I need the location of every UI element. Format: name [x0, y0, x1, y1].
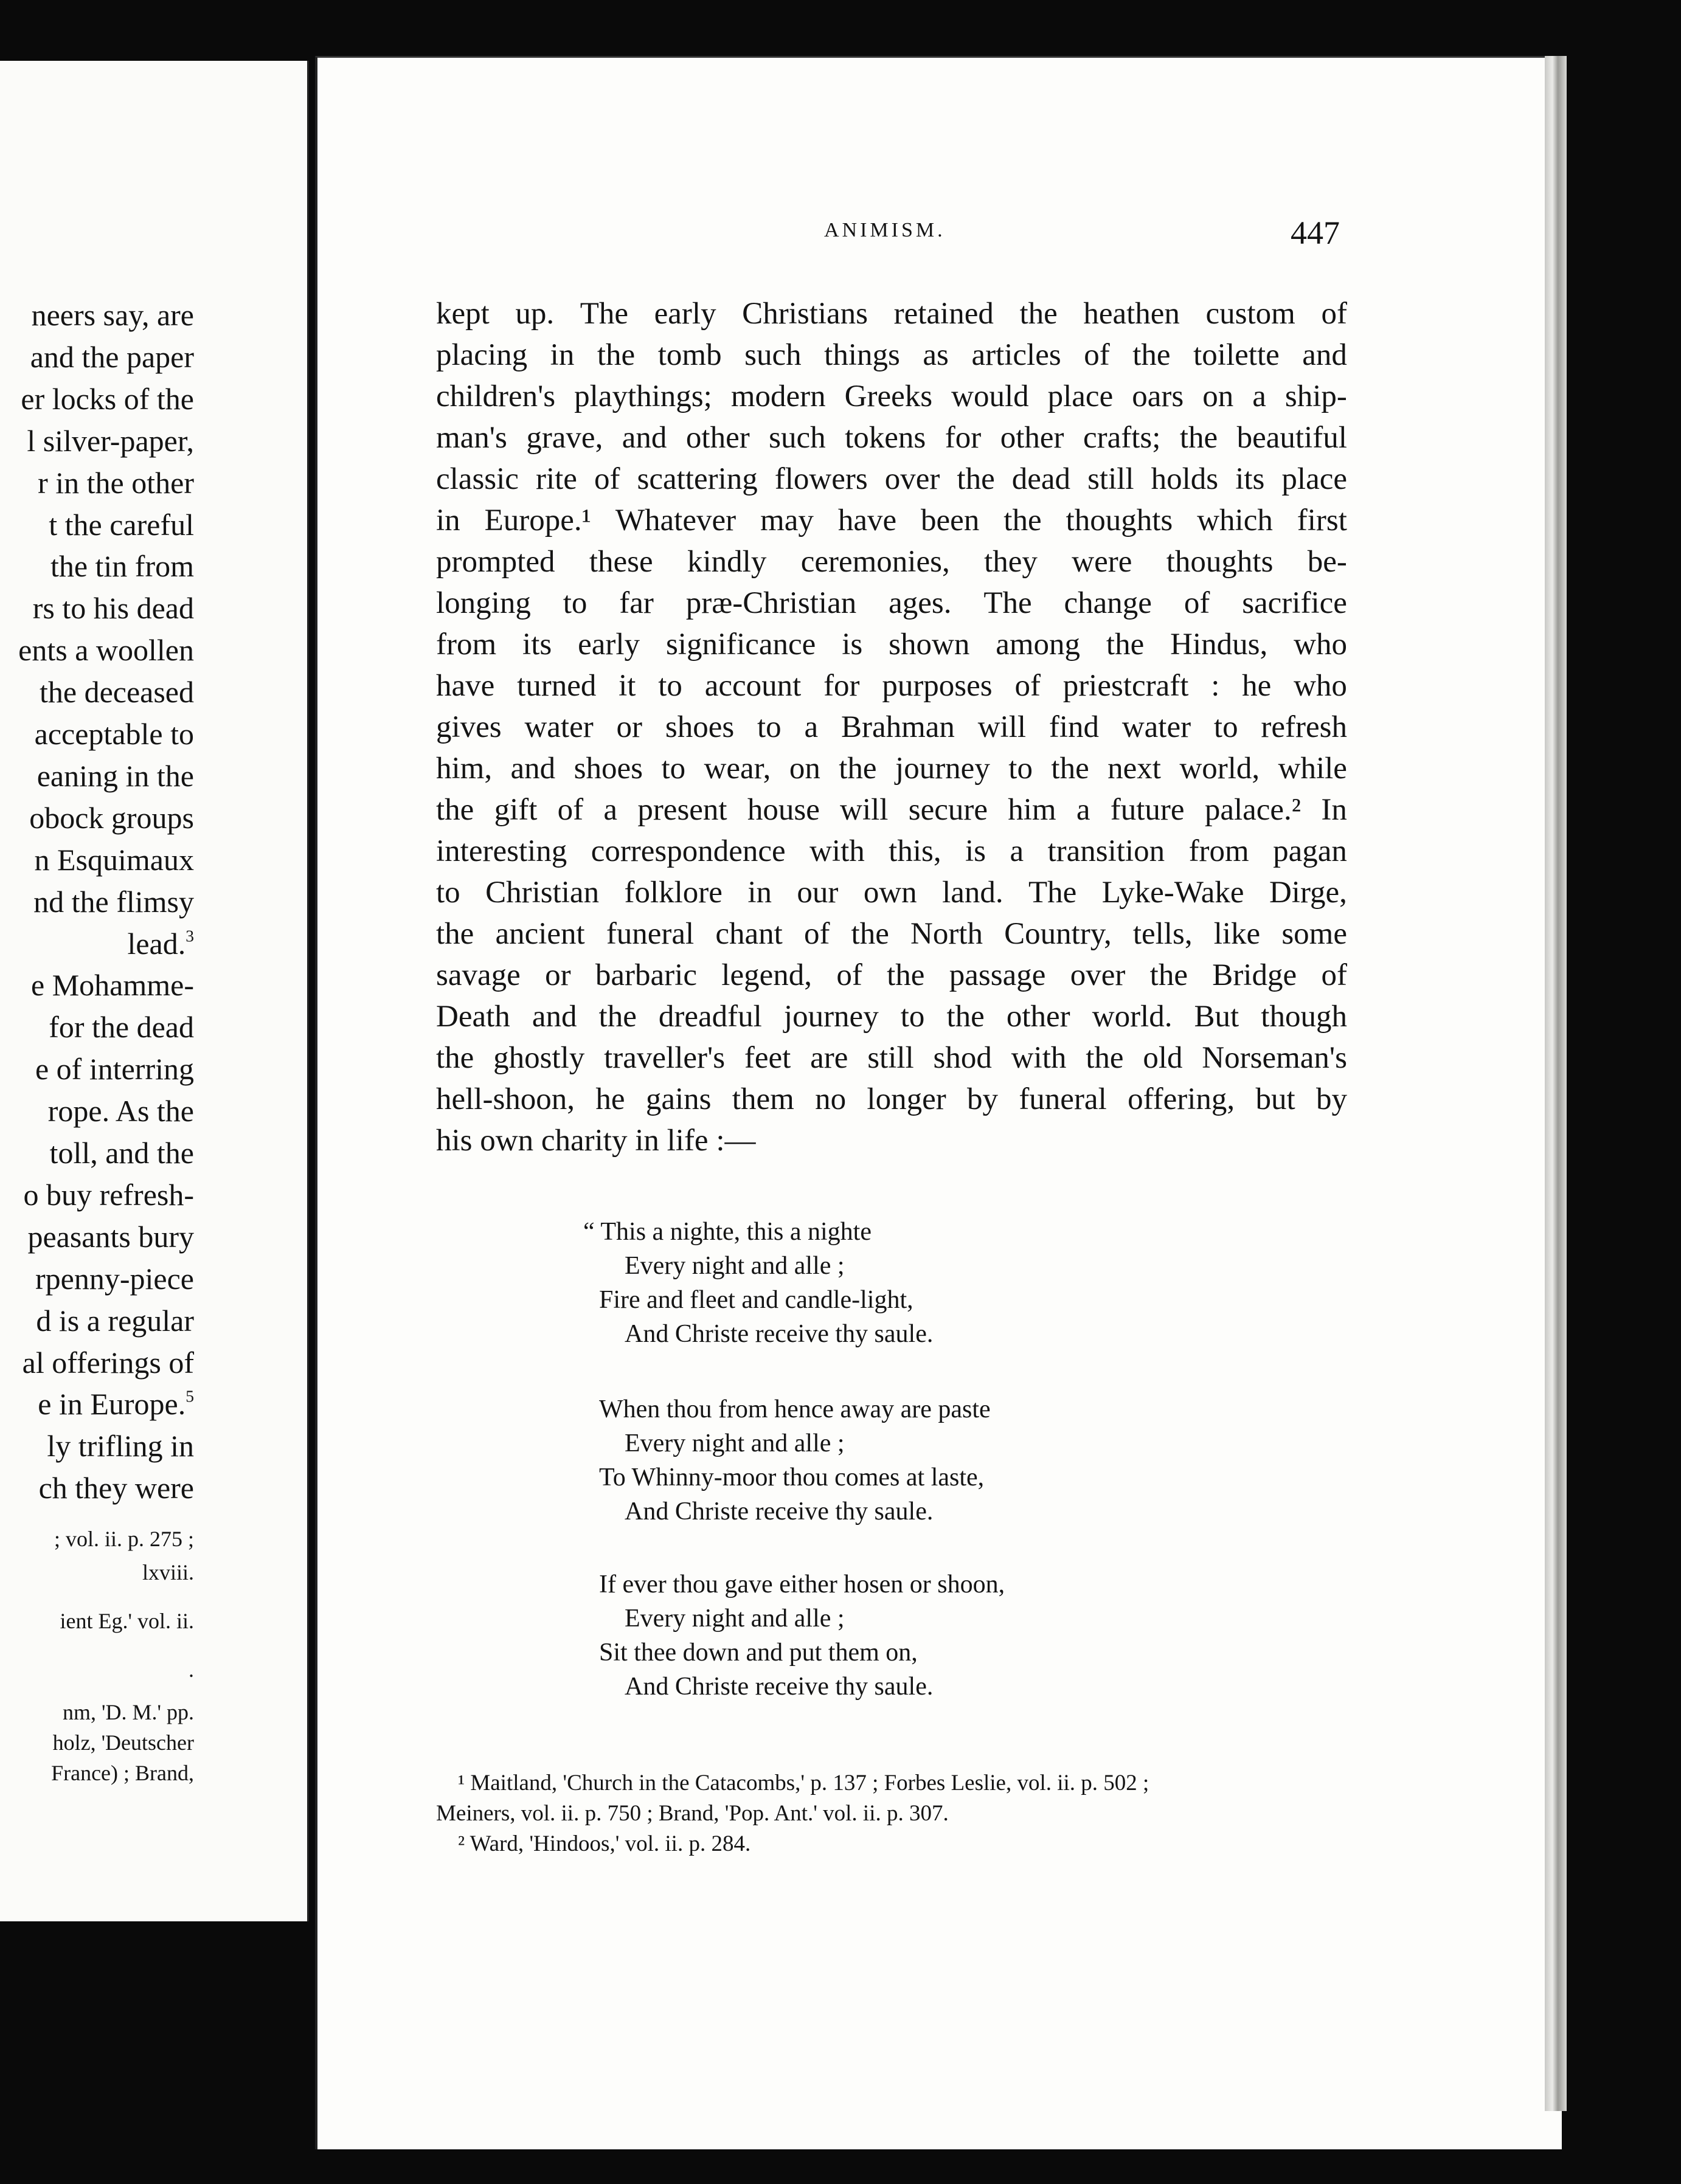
body-line: from its early significance is shown among the Hindus, who: [436, 627, 1347, 662]
body-line: savage or barbaric legend, of the passage over the Bridge of: [436, 958, 1347, 992]
left-page-line: the tin from: [50, 549, 194, 584]
left-page-line: er locks of the: [21, 381, 194, 416]
verse-stanza-3: [599, 1567, 1005, 1704]
left-page-line: rs to his dead: [32, 591, 194, 626]
left-page-line: peasants bury: [27, 1219, 194, 1254]
running-head: ANIMISM.: [824, 219, 946, 241]
body-line: his own charity in life :—: [436, 1124, 756, 1158]
left-page-line: l silver-paper,: [27, 423, 194, 458]
left-page-line: and the paper: [30, 339, 194, 374]
left-page-line: ch they were: [38, 1471, 194, 1505]
body-line: have turned it to account for purposes of priestcraft : he who: [436, 669, 1347, 703]
left-page-line: al offerings of: [22, 1345, 194, 1380]
left-page-line: n Esquimaux: [34, 842, 194, 877]
left-page-line: ly trifling in: [47, 1429, 194, 1463]
verse-line: And Christe receive thy saule.: [625, 1673, 934, 1701]
left-page-footnote: .: [189, 1657, 194, 1682]
body-line: kept up. The early Christians retained the heathen custom of: [436, 297, 1347, 331]
footnote: Meiners, vol. ii. p. 750 ; Brand, 'Pop. Ant.' vol. ii. p. 307.: [436, 1801, 949, 1826]
left-page-line: nd the flimsy: [33, 884, 194, 919]
left-page-footnote: nm, 'D. M.' pp.: [63, 1700, 194, 1724]
left-page-line: toll, and the: [49, 1136, 194, 1170]
verse-line: Fire and fleet and candle-light,: [599, 1286, 913, 1314]
left-page-line: acceptable to: [34, 717, 194, 751]
left-page-line: neers say, are: [31, 298, 194, 332]
body-line: the ghostly traveller's feet are still shod with the old Norseman's: [436, 1041, 1347, 1075]
verse-line: Sit thee down and put them on,: [599, 1639, 918, 1667]
left-page-footnote: ; vol. ii. p. 275 ;: [54, 1527, 194, 1551]
left-page-footnote: ient Eg.' vol. ii.: [60, 1609, 194, 1633]
body-line: prompted these kindly ceremonies, they were thoughts be-: [436, 545, 1347, 579]
left-page-line: rope. As the: [47, 1094, 194, 1128]
left-page-line: t the careful: [49, 507, 194, 542]
body-line: the gift of a present house will secure him a future palace.² In: [436, 793, 1347, 827]
left-page-line: the deceased: [39, 675, 194, 710]
page-edge: [1545, 56, 1567, 2111]
body-line: interesting correspondence with this, is a transition from pagan: [436, 834, 1347, 868]
body-line: placing in the tomb such things as articles of the toilette and: [436, 338, 1347, 372]
body-line: children's playthings; modern Greeks would place oars on a ship-: [436, 379, 1347, 413]
left-page-line: o buy refresh-: [23, 1177, 194, 1212]
verse-line: When thou from hence away are paste: [599, 1395, 991, 1423]
verse-line: Every night and alle ;: [625, 1429, 845, 1457]
body-line: the ancient funeral chant of the North Country, tells, like some: [436, 917, 1347, 951]
footnote: ¹ Maitland, 'Church in the Catacombs,' p. 137 ; Forbes Leslie, vol. ii. p. 502 ;: [458, 1771, 1149, 1795]
verse-line: And Christe receive thy saule.: [625, 1498, 934, 1526]
body-line: classic rite of scattering flowers over the dead still holds its place: [436, 462, 1347, 496]
body-line: man's grave, and other such tokens for other crafts; the beautiful: [436, 421, 1347, 455]
left-page-line: obock groups: [29, 800, 194, 835]
left-page-line: for the dead: [49, 1010, 194, 1045]
left-page-footnote: holz, 'Deutscher: [52, 1730, 194, 1755]
footnotes: [436, 1768, 1347, 1859]
body-line: in Europe.¹ Whatever may have been the thoughts which first: [436, 503, 1347, 537]
verse-line: “ This a nighte, this a nighte: [583, 1218, 872, 1246]
body-line: longing to far præ-Christian ages. The change of sacrifice: [436, 586, 1347, 620]
page-number: 447: [1291, 215, 1340, 251]
body-text: [436, 293, 1347, 1161]
verse-line: And Christe receive thy saule.: [625, 1320, 934, 1348]
body-line: gives water or shoes to a Brahman will find water to refresh: [436, 710, 1347, 744]
left-page-footnote: lxviii.: [142, 1560, 194, 1584]
left-page-footnote: France) ; Brand,: [51, 1761, 194, 1785]
verse-stanza-2: [599, 1392, 991, 1529]
body-line: to Christian folklore in our own land. The Lyke-Wake Dirge,: [436, 876, 1347, 910]
left-page-line: eaning in the: [36, 758, 194, 793]
left-page-line: ents a woollen: [18, 633, 194, 668]
left-page-line: e in Europe.$^5$: [38, 1386, 194, 1422]
body-line: Death and the dreadful journey to the other world. But though: [436, 1000, 1347, 1034]
verse-line: Every night and alle ;: [625, 1252, 845, 1280]
left-page-line: r in the other: [38, 465, 194, 500]
verse-line: Every night and alle ;: [625, 1605, 845, 1633]
left-page-line: rpenny-piece: [35, 1261, 194, 1296]
left-page-line: e of interring: [35, 1052, 194, 1087]
verse-stanza-1: [583, 1215, 934, 1351]
body-line: him, and shoes to wear, on the journey to the next world, while: [436, 752, 1347, 786]
footnote: ² Ward, 'Hindoos,' vol. ii. p. 284.: [458, 1831, 751, 1856]
body-line: hell-shoon, he gains them no longer by funeral offering, but by: [436, 1082, 1347, 1116]
left-page-line: d is a regular: [36, 1303, 194, 1338]
verse-line: To Whinny-moor thou comes at laste,: [599, 1463, 985, 1491]
verse-line: If ever thou gave either hosen or shoon,: [599, 1571, 1005, 1598]
left-page-line: lead.$^3$: [127, 925, 194, 961]
left-facing-page: [0, 61, 309, 1921]
left-page-line: e Mohamme-: [31, 968, 194, 1003]
